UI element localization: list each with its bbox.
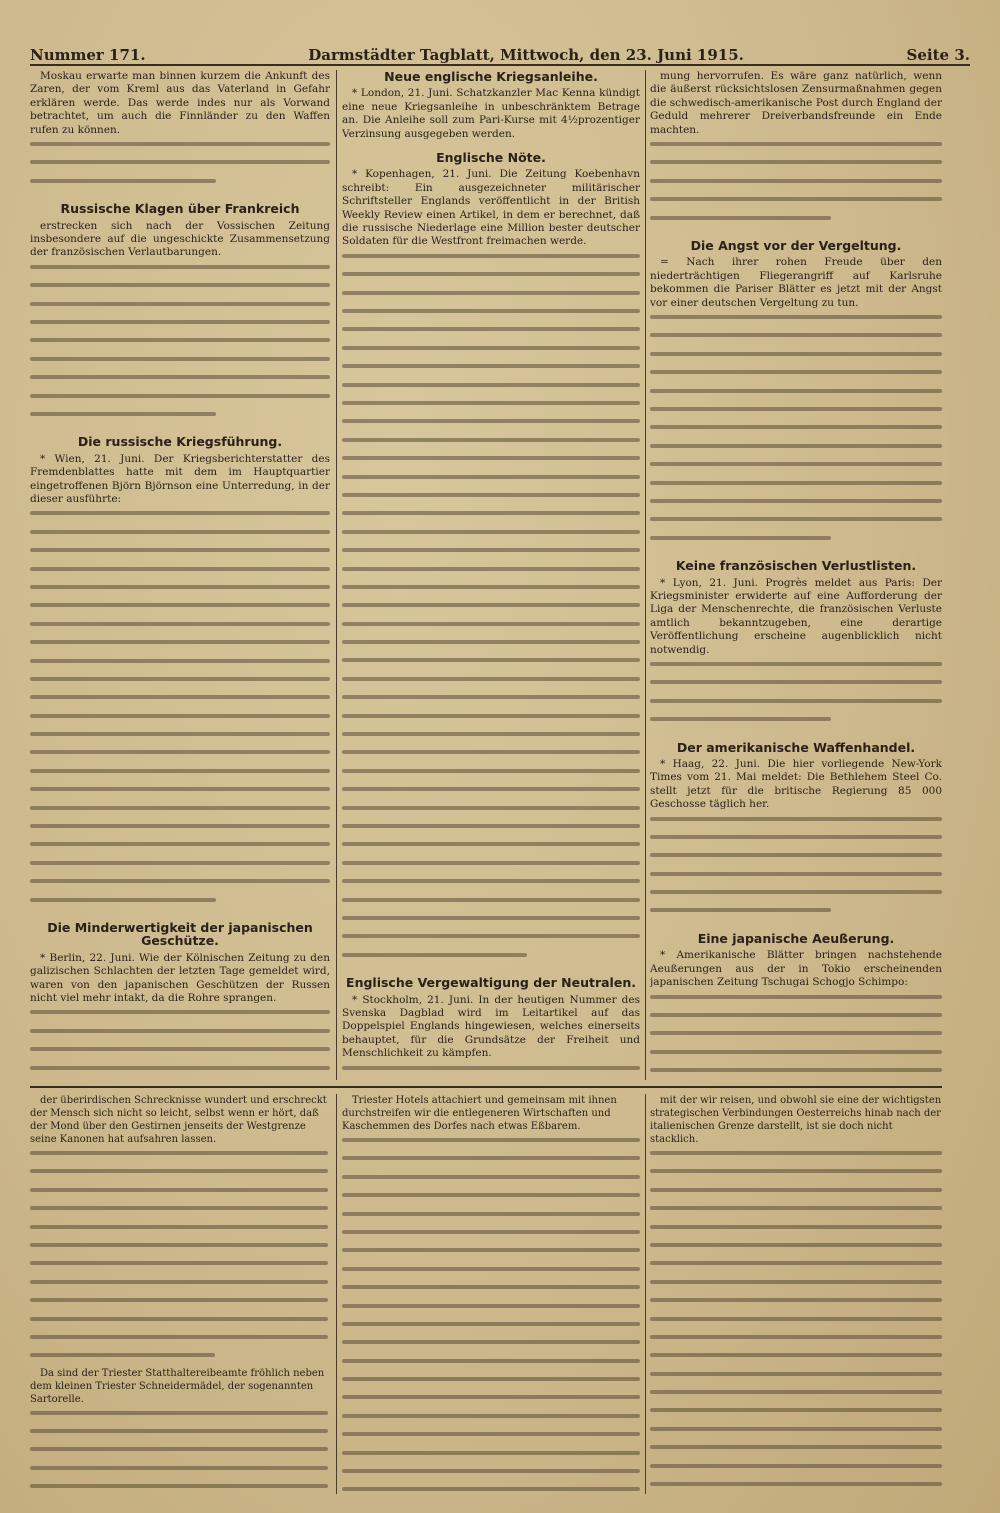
text-line: [30, 412, 330, 425]
feuilleton-text: Da sind der Triester Statthaltereibeamte fröhlich neben dem kleinen Triester Schneidermädel, der sogenannten Sartorelle.: [30, 1367, 325, 1405]
text-line: [30, 1317, 328, 1330]
article-heading: Englische Nöte.: [436, 150, 546, 166]
text-line: [650, 1390, 942, 1403]
article-heading: Die Minderwertigkeit der japanischen Geschütze.: [47, 919, 313, 949]
text-line: [30, 1484, 328, 1494]
text-line: [342, 1432, 640, 1445]
text-line: [650, 179, 942, 192]
text-line: [30, 338, 330, 351]
text-line: [342, 769, 640, 782]
text-line: [342, 309, 640, 322]
article-text: mung hervorrufen. Es wäre ganz natürlich, wenn die äußerst rücksichtslosen Zensurmaßnahmen gegen die schwedisch-amerikanische Post durch England der Geduld mehrerer Dreiverbandsfreunde ein Ende machten.: [650, 70, 942, 136]
masthead: [30, 40, 970, 66]
text-line: [30, 1411, 328, 1424]
text-line: [30, 567, 330, 580]
text-line: [342, 493, 640, 506]
text-line: [30, 806, 330, 819]
text-line: [650, 1408, 942, 1421]
text-line: [30, 824, 330, 837]
page-number: Seite 3.: [906, 46, 970, 64]
article-text: = Nach ihrer rohen Freude über den niederträchtigen Fliegerangriff auf Karlsruhe bekommen die Pariser Blätter es jetzt mit der Angst vor einer deutschen Vergeltung zu tun.: [650, 256, 942, 309]
column-rule: [645, 70, 646, 1080]
text-line: [30, 1466, 328, 1479]
text-line: [650, 1335, 942, 1348]
text-line: [30, 640, 330, 653]
article-text: * Amerikanische Blätter bringen nachstehende Aeußerungen aus der in Tokio erscheinenden japanischen Zeitung Tschugai Schogjo Schimpo:: [650, 949, 942, 989]
text-line: [30, 769, 330, 782]
body-text-lines: [342, 254, 640, 966]
text-line: [650, 1206, 942, 1219]
text-line: [650, 1225, 942, 1238]
column-rule: [336, 1094, 337, 1494]
text-line: [650, 853, 942, 866]
text-line: [342, 585, 640, 598]
text-line: [342, 750, 640, 763]
article-heading: Englische Vergewaltigung der Neutralen.: [346, 975, 636, 991]
body-text-lines: [650, 817, 942, 922]
text-line: [342, 1414, 640, 1427]
text-line: [342, 1395, 640, 1408]
text-line: [30, 394, 330, 407]
feuilleton-text: mit der wir reisen, und obwohl sie eine der wichtigsten strategischen Verbindungen Oesterreichs hinab nach der italienischen Grenze darstellt, ist sie doch nicht stacklich.: [650, 1095, 942, 1145]
text-line: [650, 1280, 942, 1293]
text-line: [650, 160, 942, 173]
text-line: [30, 1029, 330, 1042]
text-line: [30, 750, 330, 763]
text-line: [650, 817, 942, 830]
text-line: [30, 622, 330, 635]
text-line: [30, 302, 330, 315]
text-line: [30, 142, 330, 155]
body-text-lines: [30, 265, 330, 426]
text-line: [30, 898, 330, 911]
text-line: [30, 659, 330, 672]
text-line: [342, 1340, 640, 1353]
text-line: [342, 475, 640, 488]
text-line: [342, 530, 640, 543]
text-line: [342, 1066, 640, 1079]
text-line: [650, 1031, 942, 1044]
article-heading: Eine japanische Aeußerung.: [697, 930, 895, 946]
body-text-lines: [30, 511, 330, 911]
text-line: [342, 1487, 640, 1494]
text-line: [30, 842, 330, 855]
text-line: [650, 536, 942, 549]
text-line: [342, 1359, 640, 1372]
text-line: [650, 1445, 942, 1458]
text-line: [650, 389, 942, 402]
body-text-lines: [30, 1010, 330, 1080]
article-text: * Berlin, 22. Juni. Wie der Kölnischen Zeitung zu den galizischen Schlachten der letzten Tage gemeldet wird, waren von den japanischen Geschützen der Russen nicht viel mehr intakt, da die Rohre sprangen.: [30, 951, 330, 1004]
text-line: [650, 352, 942, 365]
text-line: [30, 265, 330, 278]
text-line: [342, 1322, 640, 1335]
text-line: [342, 1469, 640, 1482]
text-line: [342, 401, 640, 414]
text-line: [342, 364, 640, 377]
text-line: [30, 714, 330, 727]
text-line: [650, 481, 942, 494]
text-line: [342, 327, 640, 340]
text-line: [650, 1372, 942, 1385]
text-line: [30, 1243, 328, 1256]
text-line: [30, 603, 330, 616]
issue-number: Nummer 171.: [30, 46, 146, 64]
text-line: [650, 142, 942, 155]
text-line: [342, 511, 640, 524]
text-line: [342, 1175, 640, 1188]
article-heading: Keine französischen Verlustlisten.: [675, 558, 917, 574]
text-line: [30, 1225, 328, 1238]
text-line: [342, 603, 640, 616]
text-line: [342, 806, 640, 819]
text-line: [30, 1169, 328, 1182]
feuilleton-rule: [30, 1086, 942, 1088]
text-line: [342, 1138, 640, 1151]
text-line: [650, 197, 942, 210]
column-rule: [645, 1094, 646, 1494]
text-line: [30, 1335, 328, 1348]
text-line: [30, 1151, 328, 1164]
body-text-lines: [30, 142, 330, 192]
text-line: [650, 1151, 942, 1164]
body-text-lines: [30, 1151, 328, 1367]
text-line: [342, 658, 640, 671]
text-line: [650, 333, 942, 346]
text-line: [342, 787, 640, 800]
text-line: [650, 407, 942, 420]
text-line: [342, 1156, 640, 1169]
column-rule: [336, 70, 337, 1080]
text-line: [30, 375, 330, 388]
text-line: [30, 732, 330, 745]
text-line: [650, 908, 942, 921]
article-text: * Wien, 21. Juni. Der Kriegsberichterstatter des Fremdenblattes hatte mit dem im Hauptquartier eingetroffenen Björn Björnson eine Unterredung, in der dieser ausführte:: [30, 452, 330, 505]
text-line: [30, 511, 330, 524]
article-text: Moskau erwarte man binnen kurzem die Ankunft des Zaren, der vom Kreml aus das Vaterland in Gefahr erklären werde. Das werde indes nur als Vorwand betrachtet, um auch die Finnländer zu den Waffen rufen zu können.: [30, 70, 330, 136]
text-line: [30, 1298, 328, 1311]
text-line: [30, 677, 330, 690]
text-line: [30, 861, 330, 874]
text-line: [342, 254, 640, 267]
text-line: [30, 879, 330, 892]
article-text: * Kopenhagen, 21. Juni. Die Zeitung Koebenhavn schreibt: Ein ausgezeichneter militärischer Schriftsteller Englands veröffentlicht in der British Weekly Review einen Artikel, in dem er berechnet, daß die russische Niederlage eine Million bester deutscher Soldaten für die Westfront freimachen werde.: [342, 168, 640, 248]
text-line: [342, 861, 640, 874]
text-line: [650, 517, 942, 530]
text-line: [342, 1304, 640, 1317]
body-text-lines: [30, 1411, 328, 1494]
text-line: [30, 1261, 328, 1274]
text-line: [342, 732, 640, 745]
text-line: [650, 462, 942, 475]
text-line: [650, 1068, 942, 1080]
article-text: * Haag, 22. Juni. Die hier vorliegende New-York Times vom 21. Mai meldet: Die Bethlehem Steel Co. stellt jetzt für die britische Regierung 85 000 Geschosse täglich her.: [650, 757, 942, 811]
body-text-lines: [650, 315, 942, 549]
text-line: [342, 383, 640, 396]
text-line: [650, 680, 942, 693]
body-text-lines: [650, 662, 942, 731]
text-line: [342, 695, 640, 708]
article-text: * Stockholm, 21. Juni. In der heutigen Nummer des Svenska Dagblad wird im Leitartikel auf das Doppelspiel Englands hingewiesen, welches einerseits behauptet, für die Grundsätze der Freiheit und Menschlichkeit zu kämpfen.: [342, 993, 640, 1060]
text-line: [342, 842, 640, 855]
text-line: [342, 677, 640, 690]
text-line: [30, 1188, 328, 1201]
text-line: [650, 995, 942, 1008]
text-line: [30, 1429, 328, 1442]
text-line: [342, 1193, 640, 1206]
column-3: [650, 70, 942, 1080]
text-line: [650, 662, 942, 675]
text-line: [30, 1066, 330, 1079]
text-line: [30, 787, 330, 800]
text-line: [342, 456, 640, 469]
text-line: [342, 622, 640, 635]
text-line: [650, 1169, 942, 1182]
text-line: [650, 1050, 942, 1063]
text-line: [650, 835, 942, 848]
text-line: [342, 1248, 640, 1261]
text-line: [30, 1353, 328, 1366]
feuilleton-column-3: [650, 1094, 942, 1494]
text-line: [342, 346, 640, 359]
text-line: [650, 1188, 942, 1201]
text-line: [342, 640, 640, 653]
article-text: * London, 21. Juni. Schatzkanzler Mac Kenna kündigt eine neue Kriegsanleihe in unbeschränktem Betrage an. Die Anleihe soll zum Pari-Kurse mit 4½prozentiger Verzinsung ausgegeben werden.: [342, 87, 640, 140]
text-line: [30, 160, 330, 173]
text-line: [30, 1447, 328, 1460]
text-line: [30, 1010, 330, 1023]
text-line: [650, 216, 942, 229]
body-text-lines: [342, 1066, 640, 1080]
body-text-lines: [650, 1151, 942, 1494]
text-line: [30, 320, 330, 333]
text-line: [650, 1013, 942, 1026]
article-text: * Lyon, 21. Juni. Progrès meldet aus Paris: Der Kriegsminister erwiderte auf eine Aufforderung der Liga der Menschenrechte, die französischen Verluste amtlich bekanntzugeben, eine derartige Veröffentlichung erscheine augenblicklich nicht notwendig.: [650, 576, 942, 656]
text-line: [342, 824, 640, 837]
text-line: [650, 315, 942, 328]
newspaper-title: Darmstädter Tagblatt, Mittwoch, den 23. Juni 1915.: [308, 46, 744, 64]
text-line: [342, 1230, 640, 1243]
text-line: [30, 548, 330, 561]
column-1: [30, 70, 330, 1080]
body-text-lines: [342, 1138, 640, 1494]
text-line: [650, 425, 942, 438]
text-line: [342, 953, 640, 966]
text-line: [342, 916, 640, 929]
text-line: [650, 370, 942, 383]
text-line: [30, 1206, 328, 1219]
text-line: [30, 179, 330, 192]
article-heading: Neue englische Kriegsanleihe.: [384, 70, 598, 84]
text-line: [650, 1464, 942, 1477]
article-text: erstrecken sich nach der Vossischen Zeitung insbesondere auf die ungeschickte Zusammensetzung der französischen Verlautbarungen.: [30, 219, 330, 259]
text-line: [650, 499, 942, 512]
text-line: [30, 695, 330, 708]
text-line: [342, 438, 640, 451]
text-line: [342, 1451, 640, 1464]
body-text-lines: [650, 995, 942, 1081]
feuilleton-column-1: [30, 1094, 328, 1494]
text-line: [650, 1243, 942, 1256]
feuilleton-text: Triester Hotels attachiert und gemeinsam mit ihnen durchstreifen wir die entlegeneren Wirtschaften und Kaschemmen des Dorfes nach etwas Eßbarem.: [342, 1095, 617, 1132]
column-2: [342, 70, 640, 1080]
text-line: [30, 530, 330, 543]
text-line: [650, 444, 942, 457]
article-heading: Die Angst vor der Vergeltung.: [690, 237, 902, 253]
text-line: [342, 291, 640, 304]
text-line: [30, 357, 330, 370]
text-line: [650, 1261, 942, 1274]
text-line: [342, 1377, 640, 1390]
text-line: [342, 567, 640, 580]
text-line: [342, 879, 640, 892]
text-line: [650, 717, 942, 730]
feuilleton-text: der überirdischen Schrecknisse wundert und erschreckt der Mensch sich nicht so leicht, selbst wenn er hört, daß der Mond über den Gestirnen jenseits der Westgrenze seine Kanonen hat aufsahren lassen.: [30, 1095, 327, 1145]
text-line: [342, 898, 640, 911]
text-line: [30, 1280, 328, 1293]
text-line: [650, 699, 942, 712]
article-heading: Der amerikanische Waffenhandel.: [676, 739, 916, 755]
text-line: [650, 872, 942, 885]
article-heading: Russische Klagen über Frankreich: [60, 201, 300, 217]
text-line: [342, 272, 640, 285]
body-text-lines: [650, 142, 942, 229]
text-line: [650, 1427, 942, 1440]
text-line: [650, 1482, 942, 1494]
feuilleton-column-2: [342, 1094, 640, 1494]
text-line: [342, 934, 640, 947]
text-line: [650, 890, 942, 903]
text-line: [650, 1298, 942, 1311]
text-line: [342, 548, 640, 561]
text-line: [30, 1047, 330, 1060]
text-line: [342, 1285, 640, 1298]
text-line: [650, 1317, 942, 1330]
article-heading: Die russische Kriegsführung.: [77, 434, 283, 450]
text-line: [30, 283, 330, 296]
text-line: [30, 585, 330, 598]
text-line: [342, 419, 640, 432]
text-line: [342, 1212, 640, 1225]
text-line: [342, 714, 640, 727]
text-line: [342, 1267, 640, 1280]
text-line: [650, 1353, 942, 1366]
